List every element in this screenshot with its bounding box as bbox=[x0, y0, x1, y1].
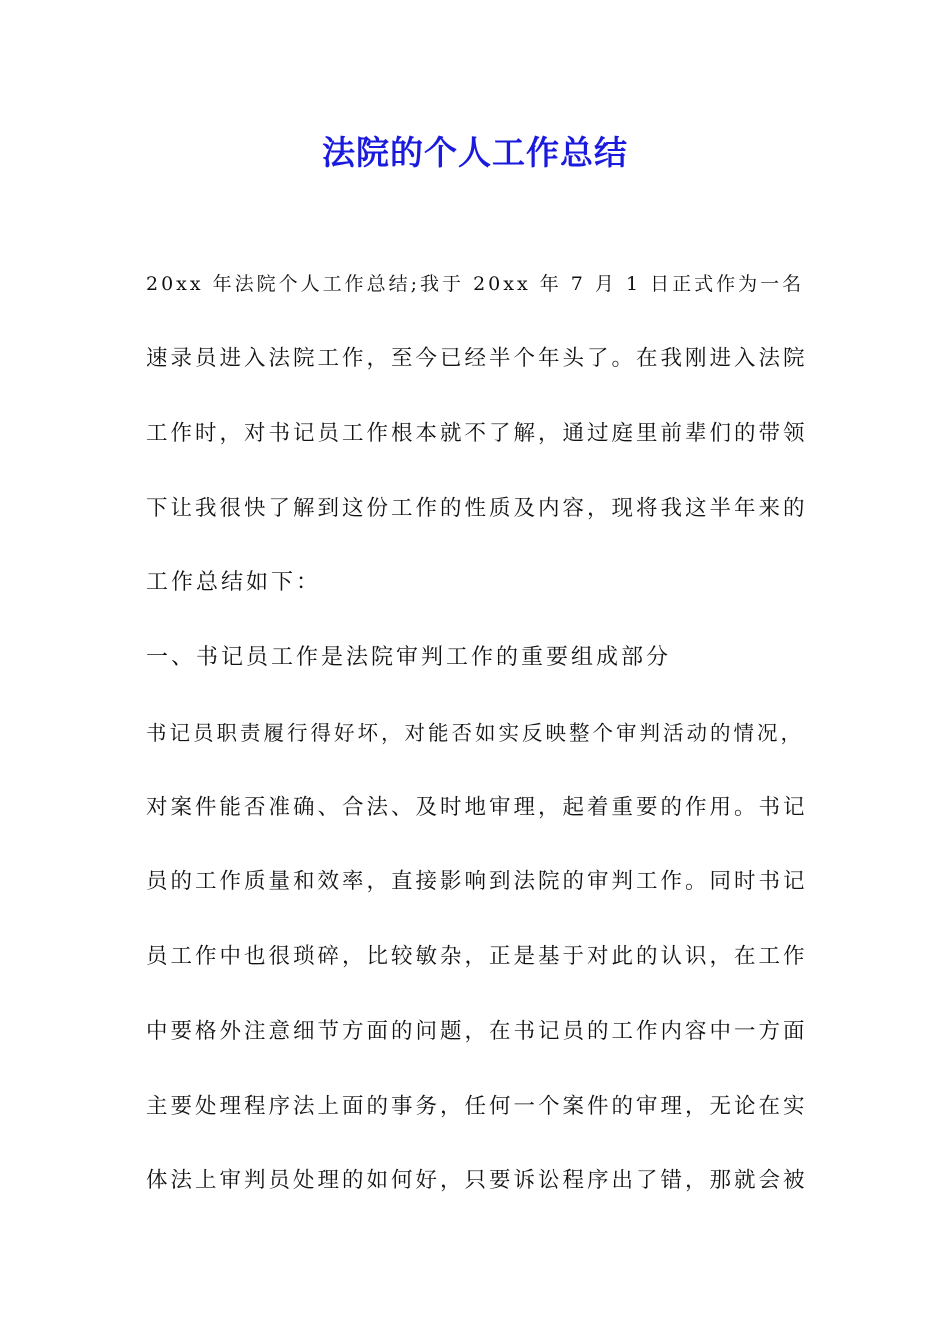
body-line: 速录员进入法院工作，至今已经半个年头了。在我刚进入法院 bbox=[146, 346, 808, 371]
body-line: 体法上审判员处理的如何好，只要诉讼程序出了错，那就会被 bbox=[146, 1168, 808, 1193]
section-heading: 一、书记员工作是法院审判工作的重要组成部分 bbox=[146, 645, 672, 670]
body-line: 员的工作质量和效率，直接影响到法院的审判工作。同时书记 bbox=[146, 869, 808, 894]
body-line: 中要格外注意细节方面的问题，在书记员的工作内容中一方面 bbox=[146, 1019, 808, 1044]
body-line: 员工作中也很琐碎，比较敏杂，正是基于对此的认识，在工作 bbox=[146, 944, 808, 969]
body-line: 书记员职责履行得好坏，对能否如实反映整个审判活动的情况， bbox=[146, 721, 804, 745]
body-line: 主要处理程序法上面的事务，任何一个案件的审理，无论在实 bbox=[146, 1094, 808, 1119]
page-title: 法院的个人工作总结 bbox=[322, 133, 628, 172]
body-line: 20xx 年法院个人工作总结;我于 20xx 年 7 月 1 日正式作为一名 bbox=[146, 273, 805, 295]
body-line: 对案件能否准确、合法、及时地审理，起着重要的作用。书记 bbox=[146, 795, 808, 820]
body-line: 工作总结如下： bbox=[146, 570, 322, 595]
body-line: 工作时，对书记员工作根本就不了解，通过庭里前辈们的带领 bbox=[146, 421, 808, 446]
body-line: 下让我很快了解到这份工作的性质及内容，现将我这半年来的 bbox=[146, 496, 808, 521]
